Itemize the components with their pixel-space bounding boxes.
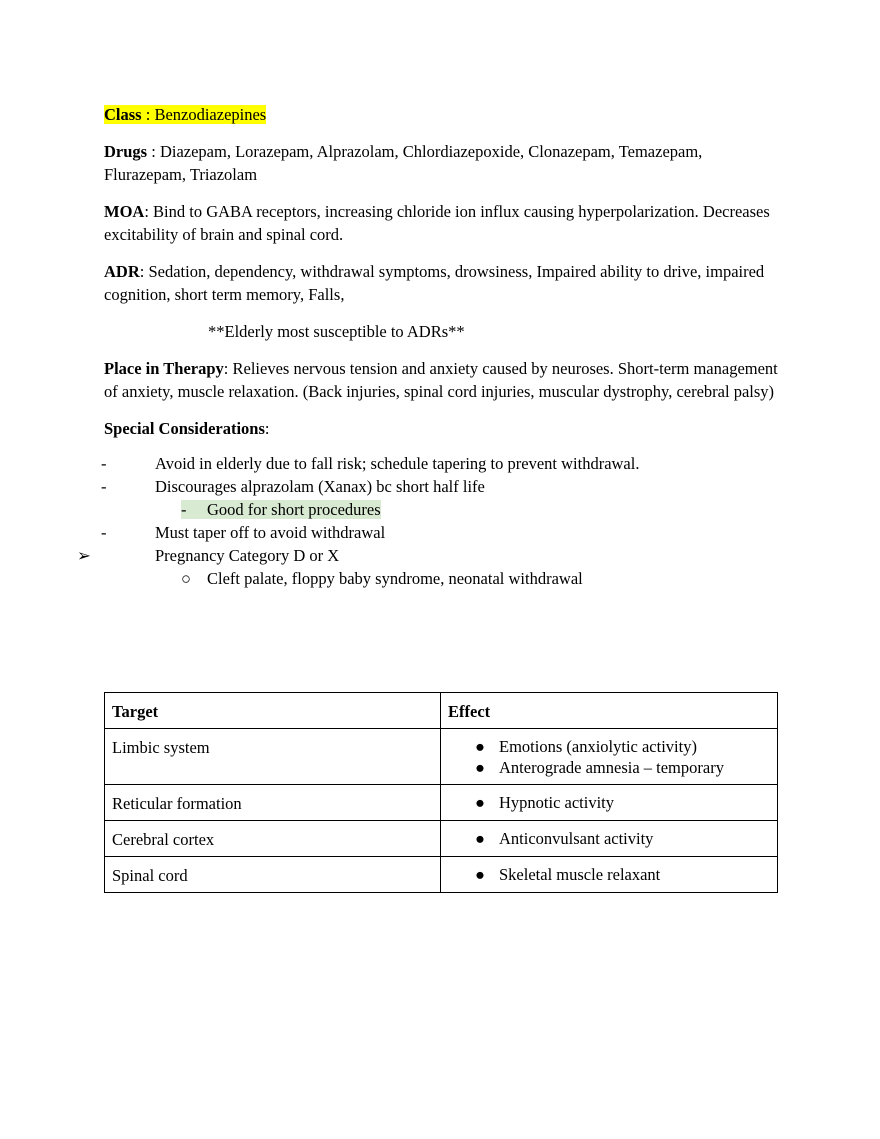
document-page xyxy=(77,103,780,590)
moa-value: Bind to GABA receptors, increasing chloride ion influx causing hyperpolarization. Decreases excitability of brain and spinal cord. xyxy=(104,202,770,244)
effect-text: Hypnotic activity xyxy=(499,793,615,812)
effect-text: Skeletal muscle relaxant xyxy=(499,865,661,884)
list-item-text: Must taper off to avoid withdrawal xyxy=(155,523,386,542)
header-target: Target xyxy=(105,693,441,729)
table-row xyxy=(105,785,778,821)
bullet-icon: ● xyxy=(475,865,485,884)
effect-cell xyxy=(441,729,778,785)
list-item-text: Good for short procedures xyxy=(207,500,381,519)
dash-marker: - xyxy=(101,523,107,542)
elderly-note: **Elderly most susceptible to ADRs** xyxy=(208,322,465,341)
drugs-label: Drugs xyxy=(104,142,148,161)
therapy-value: Relieves nervous tension and anxiety caused by neuroses. Short-term management of anxiety, muscle relaxation. (Back injuries, spinal cord injuries, muscular dystrophy, cerebral palsy) xyxy=(104,359,778,401)
effect-cell xyxy=(441,857,778,893)
effect-item xyxy=(448,865,770,886)
effect-text: Emotions (anxiolytic activity) xyxy=(499,737,697,756)
effect-cell xyxy=(441,821,778,857)
effect-text: Anterograde amnesia – temporary xyxy=(499,757,724,777)
bullet-icon: ● xyxy=(475,793,485,812)
bullet-icon: ● xyxy=(475,829,485,848)
bullet-icon: ● xyxy=(475,737,485,756)
special-sep: : xyxy=(264,419,270,438)
therapy-line xyxy=(104,357,780,403)
list-item xyxy=(77,544,780,567)
class-value: Benzodiazepines xyxy=(154,105,267,124)
list-item-text: Cleft palate, floppy baby syndrome, neonatal withdrawal xyxy=(207,569,583,588)
table-row xyxy=(105,821,778,857)
adr-label: ADR xyxy=(104,262,140,281)
therapy-label: Place in Therapy xyxy=(104,359,224,378)
arrow-icon: ➢ xyxy=(77,546,91,565)
list-item xyxy=(104,498,780,521)
table-header-row xyxy=(105,693,778,729)
moa-line xyxy=(104,200,780,246)
dash-marker: - xyxy=(101,477,107,496)
therapy-sep: : xyxy=(223,359,233,378)
adr-line xyxy=(104,260,780,306)
effect-cell xyxy=(441,785,778,821)
class-label: Class xyxy=(104,105,142,124)
class-highlight xyxy=(104,105,266,124)
effect-item xyxy=(448,737,770,758)
target-cell: Cerebral cortex xyxy=(105,821,441,857)
effect-item xyxy=(448,793,770,814)
adr-sep: : xyxy=(139,262,149,281)
list-item xyxy=(101,521,780,544)
moa-label: MOA xyxy=(104,202,145,221)
header-effect: Effect xyxy=(441,693,778,729)
considerations-list xyxy=(77,452,780,590)
list-item-text: Pregnancy Category D or X xyxy=(155,546,340,565)
list-item xyxy=(101,475,780,498)
special-label: Special Considerations xyxy=(104,419,265,438)
effect-item xyxy=(448,829,770,850)
table-row xyxy=(105,729,778,785)
target-cell: Limbic system xyxy=(105,729,441,785)
dash-marker: - xyxy=(101,454,107,473)
list-item xyxy=(101,452,780,475)
list-item xyxy=(104,567,780,590)
list-item-text: Avoid in elderly due to fall risk; schedule tapering to prevent withdrawal. xyxy=(155,454,640,473)
bullet-icon: ● xyxy=(475,757,485,777)
drugs-line xyxy=(104,140,780,186)
class-sep: : xyxy=(141,105,155,124)
drugs-value: Diazepam, Lorazepam, Alprazolam, Chlordiazepoxide, Clonazepam, Temazepam, Flurazepam, Triazolam xyxy=(104,142,703,184)
circle-bullet-icon: ○ xyxy=(181,569,191,588)
target-cell: Reticular formation xyxy=(105,785,441,821)
list-item-text: Discourages alprazolam (Xanax) bc short half life xyxy=(155,477,485,496)
dash-marker: - xyxy=(181,500,187,519)
adr-value: Sedation, dependency, withdrawal symptoms, drowsiness, Impaired ability to drive, impaired cognition, short term memory, Falls, xyxy=(104,262,765,304)
moa-sep: : xyxy=(144,202,154,221)
target-effect-table xyxy=(104,692,778,893)
effect-item xyxy=(448,758,770,779)
special-line xyxy=(104,417,780,440)
drugs-sep: : xyxy=(147,142,160,161)
target-cell: Spinal cord xyxy=(105,857,441,893)
effect-text: Anticonvulsant activity xyxy=(499,829,654,848)
green-highlight xyxy=(181,500,381,519)
table-row xyxy=(105,857,778,893)
class-line xyxy=(104,103,780,126)
